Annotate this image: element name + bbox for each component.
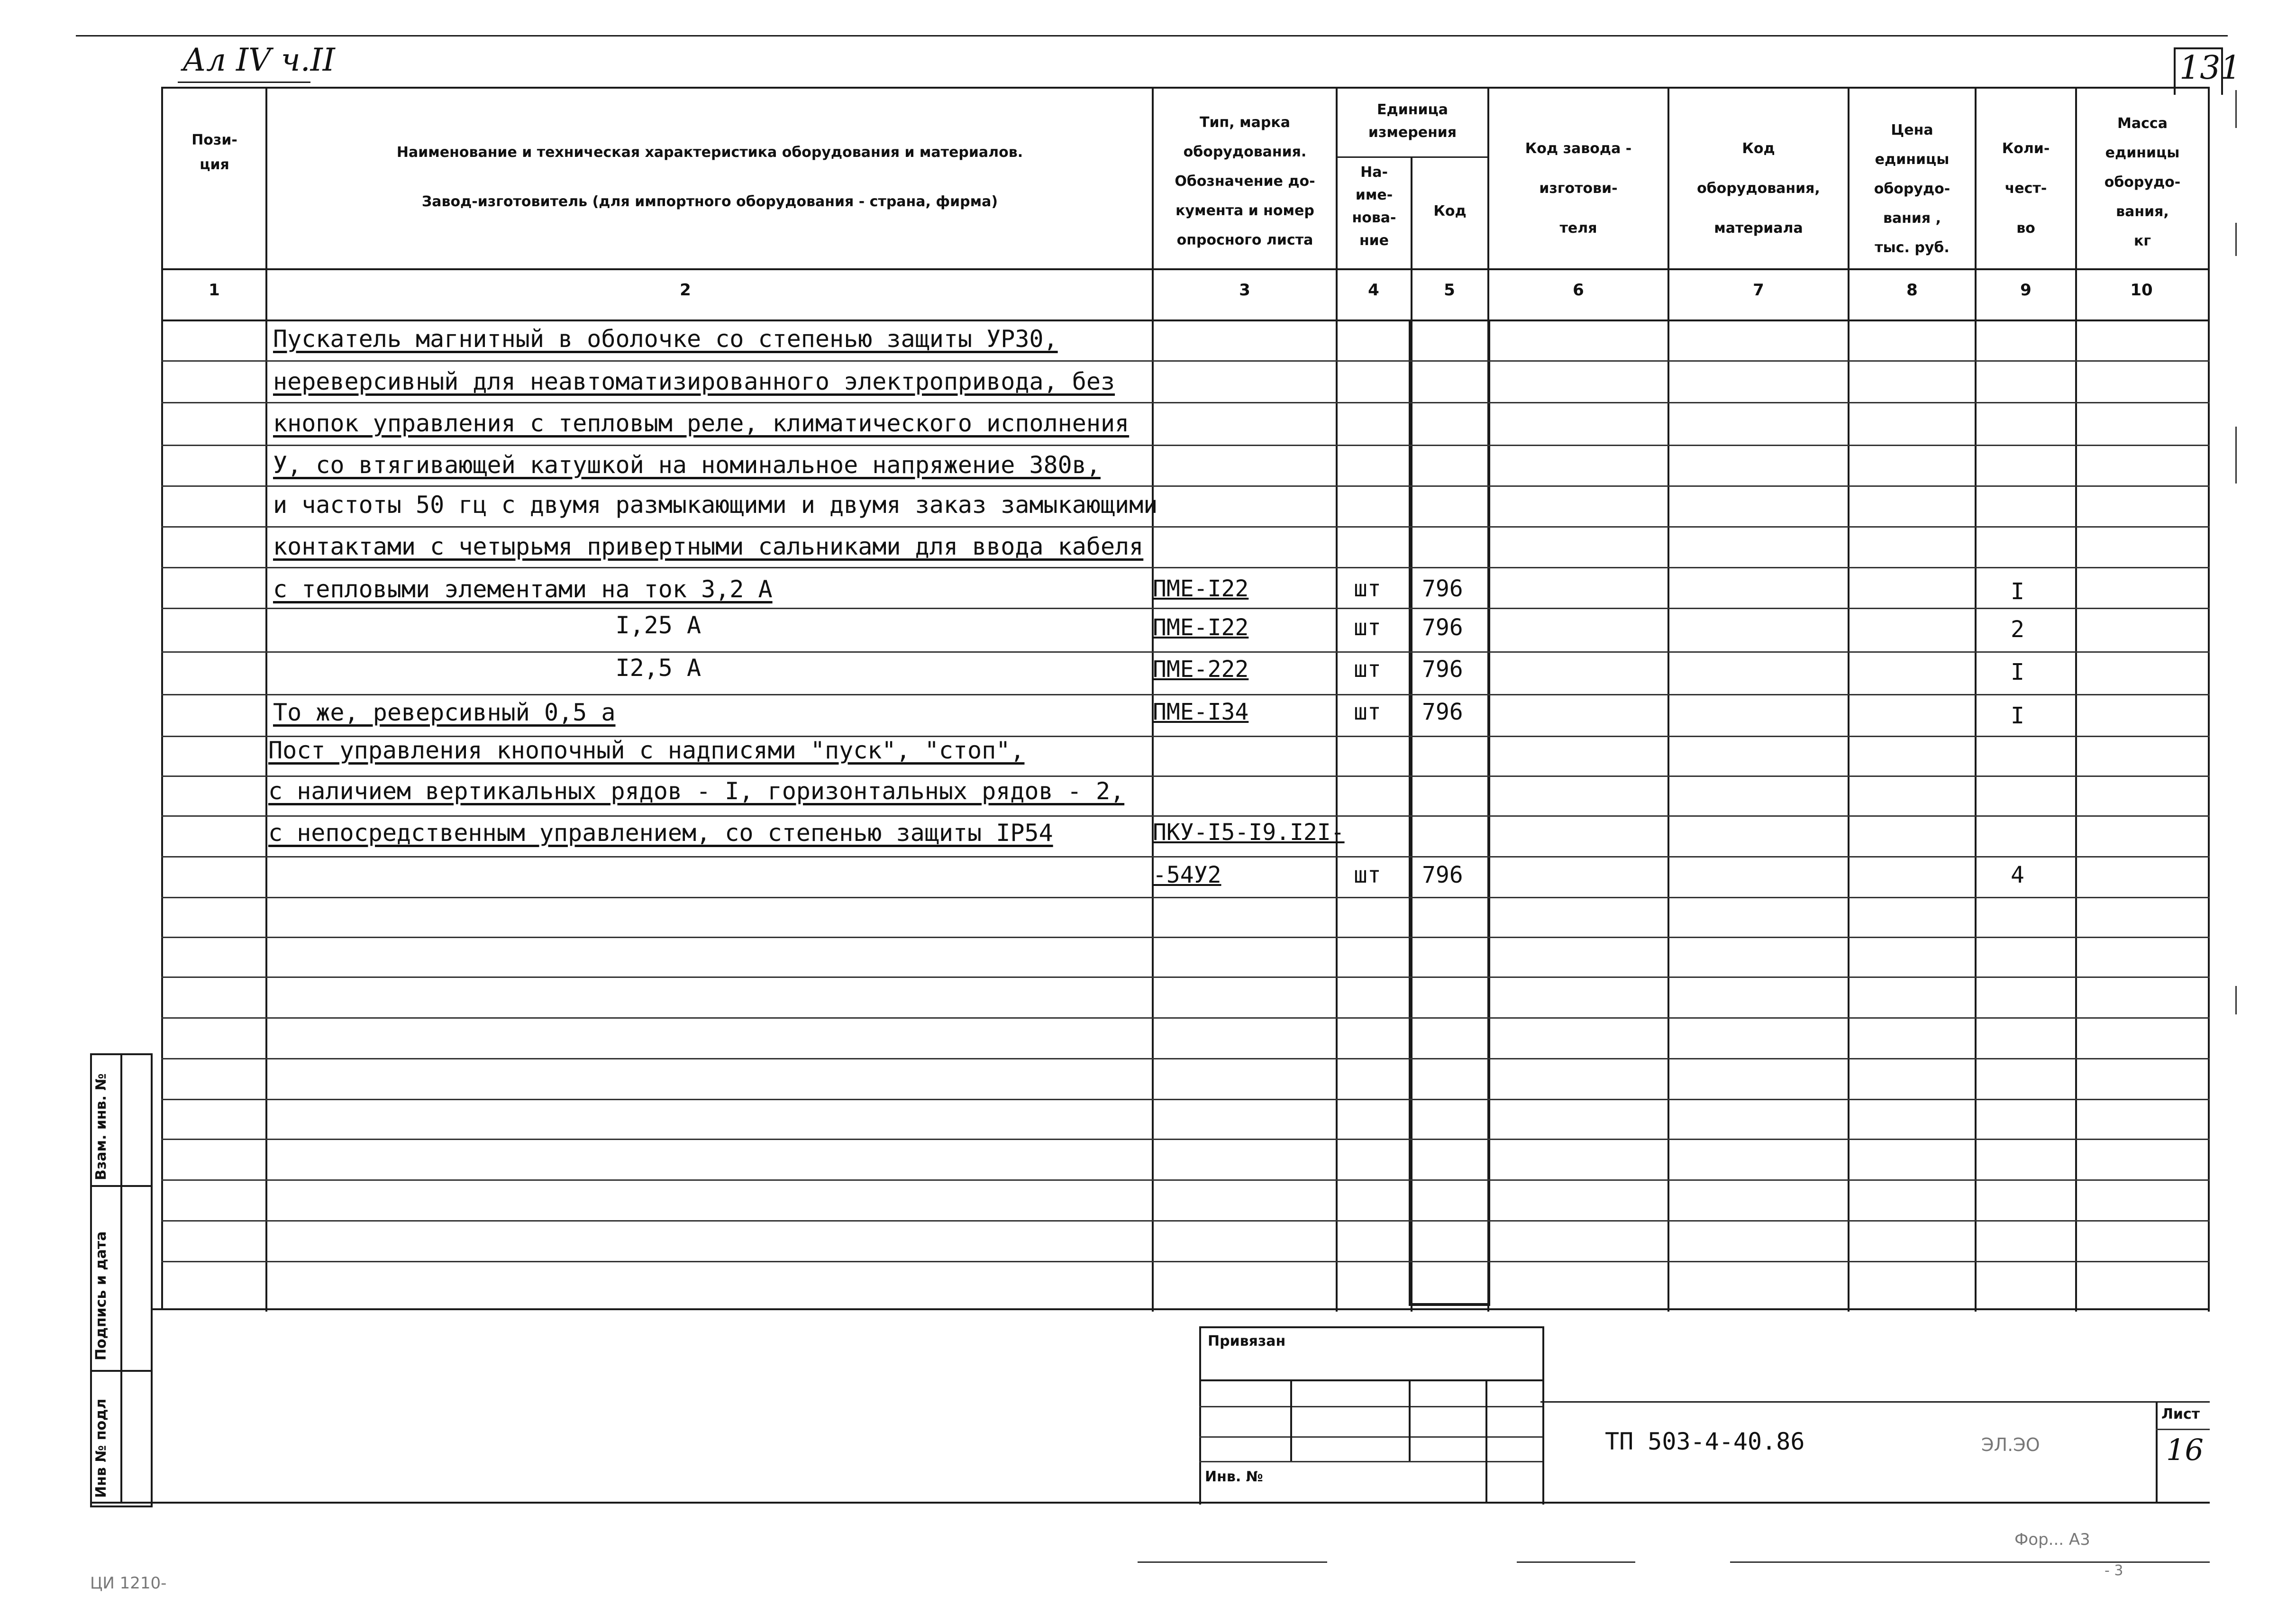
- row-13-code: 796: [1422, 862, 1463, 888]
- sheet-bottom-border: [90, 1502, 2210, 1504]
- col-header-name: Наименование и техническая характеристика оборудования и материалов. Завод-изготовитель (для импортного оборудования - страна, фирма): [396, 144, 1023, 210]
- col-number-8: 8: [1906, 281, 1918, 300]
- margin-mark: [2235, 223, 2237, 256]
- row-5-text: контактами с четырьмя привертными сальниками для ввода кабеля: [273, 533, 1144, 560]
- unit-code-emphasis: [1409, 319, 1490, 1306]
- row-line: [161, 694, 2210, 695]
- col-header-equipment-code: Код оборудования, материала: [1697, 140, 1820, 237]
- stamp-col-line: [1409, 1379, 1411, 1461]
- row-line: [161, 1017, 2210, 1019]
- row-0-text: Пускатель магнитный в оболочке со степенью защиты УР30,: [273, 325, 1058, 353]
- stamp-doc-code: ТП 503-4-40.86: [1605, 1428, 1805, 1455]
- col-border-9: [2075, 87, 2077, 1312]
- stamp-inv-label: Инв. №: [1205, 1469, 1263, 1485]
- row-9-code: 796: [1422, 699, 1463, 725]
- sidebar-vzam: Взам. инв. №: [93, 1073, 109, 1180]
- row-13-qty: 4: [2011, 862, 2024, 888]
- row-line: [161, 445, 2210, 446]
- row-line: [161, 567, 2210, 568]
- row-9-type: ПМЕ-I34: [1153, 699, 1249, 725]
- row-6-code: 796: [1422, 575, 1463, 602]
- sidebar-inv: Инв № подл: [93, 1398, 109, 1498]
- row-10-text: Пост управления кнопочный с надписями "пуск", "стоп",: [268, 737, 1025, 764]
- row-line: [161, 1261, 2210, 1262]
- stamp-sheet-line: [2156, 1429, 2210, 1430]
- row-line: [161, 815, 2210, 817]
- footer-dash: [1730, 1561, 2210, 1563]
- row-line: [161, 360, 2210, 362]
- row-line: [161, 1058, 2210, 1059]
- header-underline: [178, 82, 310, 83]
- col-border-10: [2208, 87, 2210, 1312]
- col-number-5: 5: [1444, 281, 1455, 300]
- row-13-unit: шт: [1354, 862, 1381, 888]
- row-12-text: с непосредственным управлением, со степенью защиты IP54: [268, 819, 1053, 847]
- stamp-sheet-label: Лист: [2161, 1406, 2200, 1423]
- stamp-privyazan-label: Привязан: [1208, 1333, 1286, 1350]
- row-line: [161, 1220, 2210, 1222]
- row-8-code: 796: [1422, 656, 1463, 683]
- col-number-4: 4: [1368, 281, 1379, 300]
- col-number-1: 1: [209, 281, 220, 300]
- col-border-6: [1667, 87, 1669, 1312]
- row-line: [161, 526, 2210, 528]
- row-2-text: кнопок управления с тепловым реле, климатического исполнения: [273, 410, 1130, 437]
- col-header-quantity: Коли- чест- во: [2002, 140, 2050, 237]
- row-9-text: То же, реверсивный 0,5 а: [273, 699, 616, 726]
- row-7-type: ПМЕ-I22: [1153, 614, 1249, 641]
- row-6-qty: I: [2011, 578, 2024, 605]
- row-line: [161, 651, 2210, 653]
- row-8-text: I2,5 А: [273, 654, 702, 682]
- row-13-type: -54У2: [1153, 862, 1221, 888]
- row-line: [161, 1179, 2210, 1181]
- footer-dash: [1517, 1561, 1635, 1563]
- table-bottom-border: [152, 1308, 2210, 1310]
- stamp-row-line: [1199, 1379, 1542, 1381]
- stamp-row-line: [1199, 1406, 1542, 1407]
- row-8-unit: шт: [1354, 656, 1381, 683]
- top-border: [76, 35, 2228, 36]
- col-number-10: 10: [2130, 281, 2153, 300]
- row-9-unit: шт: [1354, 699, 1381, 725]
- row-7-text: I,25 А: [273, 611, 702, 639]
- stamp-col-line: [1290, 1379, 1292, 1461]
- footer-left-code: ЦИ 1210-: [90, 1574, 167, 1593]
- row-line: [161, 856, 2210, 858]
- header-handwritten: Ал IV ч.II: [182, 42, 335, 78]
- margin-mark: [2235, 90, 2237, 128]
- margin-mark: [2235, 427, 2237, 484]
- stamp-faint-mark: ЭЛ.ЭО: [1981, 1434, 2040, 1455]
- col-number-9: 9: [2020, 281, 2032, 300]
- footer-dash: [1138, 1561, 1327, 1563]
- col-border-1: [265, 87, 267, 1312]
- row-line: [161, 402, 2210, 403]
- col-header-unit-code: Код: [1433, 203, 1467, 219]
- row-6-unit: шт: [1354, 575, 1381, 602]
- stamp-row-line: [1199, 1436, 1542, 1438]
- col-header-factory-code: Код завода - изготови- теля: [1525, 140, 1632, 237]
- row-8-type: ПМЕ-222: [1153, 656, 1249, 683]
- row-7-code: 796: [1422, 614, 1463, 641]
- row-line: [161, 976, 2210, 978]
- col-header-unit: Единица измерения: [1368, 101, 1457, 141]
- header-bottom-border: [161, 268, 2210, 270]
- row-3-text: У, со втягивающей катушкой на номинальное напряжение 380в,: [273, 451, 1101, 479]
- col-border-3: [1336, 87, 1338, 1312]
- col-number-7: 7: [1753, 281, 1764, 300]
- stamp-col-line: [1485, 1379, 1487, 1503]
- row-line: [161, 937, 2210, 938]
- stamp-row-line: [1199, 1461, 1542, 1462]
- numbers-bottom-border: [161, 319, 2210, 321]
- col-header-unit-name: На- име- нова- ние: [1352, 164, 1396, 249]
- col-number-2: 2: [680, 281, 691, 300]
- row-6-type: ПМЕ-I22: [1153, 575, 1249, 602]
- row-4-text: и частоты 50 гц с двумя размыкающими и двумя заказ замыкающими: [273, 491, 1158, 519]
- page-number: 131: [2179, 49, 2241, 87]
- row-12-type: ПКУ-I5-I9.I2I-: [1153, 819, 1345, 846]
- col-header-type: Тип, марка оборудования. Обозначение до- кумента и номер опросного листа: [1175, 114, 1315, 248]
- row-line: [161, 776, 2210, 777]
- footer-form: Фор... А3: [2014, 1530, 2090, 1549]
- col-border-8: [1975, 87, 1977, 1312]
- stamp-sheet-sep: [2156, 1401, 2158, 1502]
- row-line: [161, 485, 2210, 487]
- col-number-3: 3: [1239, 281, 1250, 300]
- table-top-border: [161, 87, 2210, 89]
- row-line: [161, 897, 2210, 898]
- col-border-0: [161, 87, 163, 1308]
- col-header-position: Пози- ция: [191, 132, 237, 173]
- sidebar-inner-line: [120, 1053, 122, 1504]
- row-9-qty: I: [2011, 703, 2024, 729]
- footer-form2: - 3: [2105, 1562, 2123, 1579]
- col-header-price: Цена единицы оборудо- вания , тыс. руб.: [1874, 122, 1950, 256]
- row-line: [161, 608, 2210, 609]
- col-number-6: 6: [1573, 281, 1584, 300]
- row-8-qty: I: [2011, 659, 2024, 685]
- col-border-7: [1848, 87, 1850, 1312]
- margin-mark: [2235, 986, 2237, 1014]
- row-7-qty: 2: [2011, 616, 2024, 643]
- row-1-text: нереверсивный для неавтоматизированного электропривода, без: [273, 368, 1115, 395]
- col-header-mass: Масса единицы оборудо- вания, кг: [2104, 115, 2181, 249]
- row-11-text: с наличием вертикальных рядов - I, горизонтальных рядов - 2,: [268, 777, 1125, 805]
- row-7-unit: шт: [1354, 614, 1381, 641]
- sidebar-podpis: Подпись и дата: [93, 1231, 109, 1360]
- row-line: [161, 1099, 2210, 1100]
- row-6-text: с тепловыми элементами на ток 3,2 А: [273, 575, 773, 603]
- stamp-sheet-number: 16: [2166, 1432, 2204, 1467]
- stamp-title-line: [1540, 1401, 2210, 1403]
- row-line: [161, 1139, 2210, 1140]
